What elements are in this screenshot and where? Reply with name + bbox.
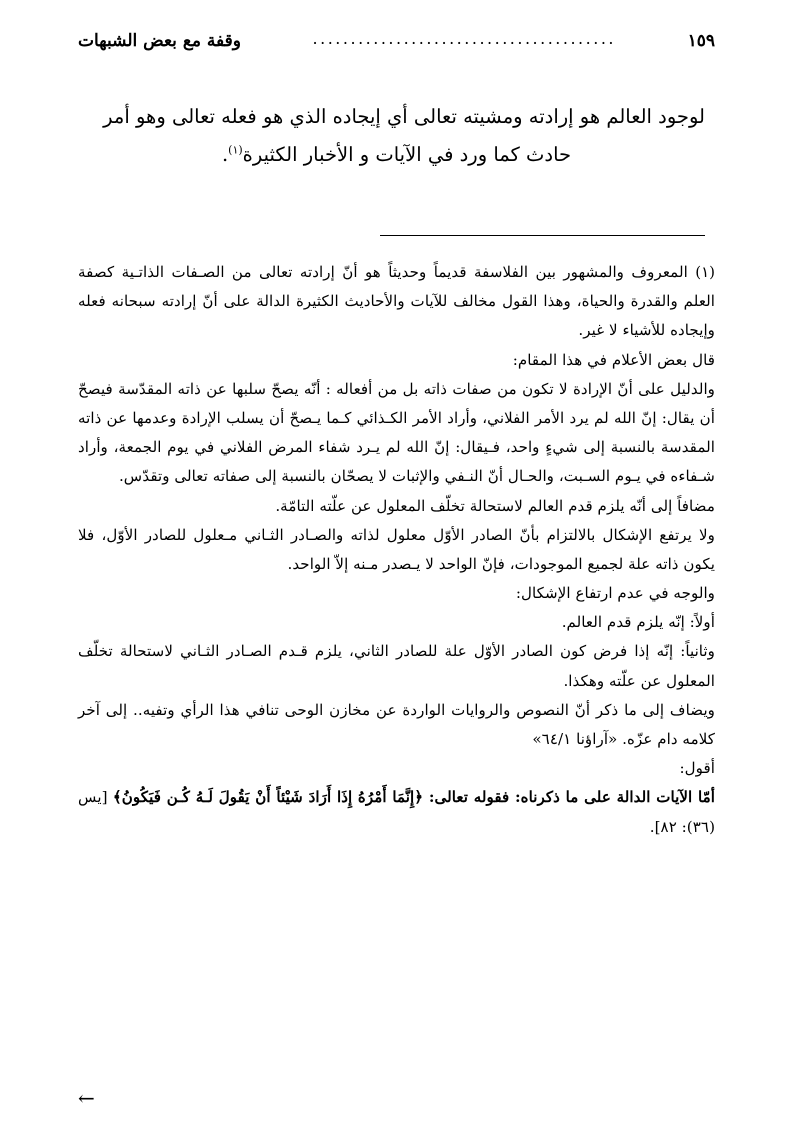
- page-header: [78, 26, 715, 56]
- footnote-paragraph-6: والوجه في عدم ارتفاع الإشكال:: [515, 584, 715, 603]
- footnote-paragraph-4: مضافاً إلى أنّه يلزم قدم العالم لاستحالة تخلّف المعلول عن علّته التامّة.: [275, 496, 715, 515]
- footnote-paragraph-1-text: المعروف والمشهور بين الفلاسفة قديماً وحديثاً هو أنّ إرادته تعالى من الصـفات الذاتـية كصفة العلم والقدرة والحياة، وهذا القول مخالف للآيات والأحاديث الكثيرة الدالة على أنّ إرادته سبحانه فعله وإيجاده للأشياء لا غير.: [78, 263, 715, 340]
- footnote-paragraph-7: أولاً: إنّه يلزم قدم العالم.: [561, 613, 715, 632]
- footnote-paragraph-9: ويضاف إلى ما ذكر أنّ النصوص والروايات الواردة عن مخازن الوحى تنافي هذا الرأي وتفيه.. إلى آخر كلامه دام عزّه. «آراؤنا ٦٤/١»: [78, 700, 715, 748]
- footnote-paragraph-3: والدليل على أنّ الإرادة لا تكون من صفات ذاته بل من أفعاله : أنّه يصحّ سلبها عن ذاته المقدّسة فيصحّ أن يقال: إنّ الله لم يرد الأمر الفلاني، وأراد الأمر الكـذائي كـما يـصحّ أن يسلب الإرادة وعدمها عن ذاته المقدسة بالنسبة إلى شيءٍ واحد، فـيقال: إنّ الله لم يـرد شفاء المرض الفلاني في يوم الجمعة، وأراد شـفاءه في يـوم السـبت، والحـال أنّ النـفي والإثبات لا يصحّان بالنسبة إلى صفاته تعالى وتقدّس.: [78, 379, 715, 486]
- footnote-separator-rule: [380, 235, 705, 236]
- header-title: وقفة مع بعض الشبهات: [78, 31, 241, 51]
- main-line-1: لوجود العالم هو إرادته ومشيته تعالى أي إيجاده الذي هو فعله تعالى وهو أمر: [103, 105, 705, 128]
- main-line-2-text: حادث كما ورد في الآيات و الأخبار الكثيرة: [242, 143, 572, 167]
- footnote-reference-marker: (١): [228, 143, 243, 157]
- footnote-paragraph-1: [78, 258, 715, 346]
- footnote-block: [78, 258, 715, 842]
- main-line-2-end: .: [221, 143, 229, 167]
- footnote-number: (١): [695, 263, 716, 281]
- quran-citation: [يس (٣٦): ٨٢].: [78, 788, 715, 836]
- footnote-paragraph-2: قال بعض الأعلام في هذا المقام:: [512, 350, 715, 369]
- back-arrow-icon[interactable]: ←: [78, 1086, 95, 1110]
- footnote-paragraph-5: ولا يرتفع الإشكال بالالتزام بأنّ الصادر الأوّل معلول لذاته والصـادر الثـاني مـعلول للصادر الأوّل، فلا يكون ذاته علة لجميع الموجودات، فإنّ الواحد لا يـصدر مـنه إلاّ الواحد.: [78, 525, 715, 573]
- footnote-paragraph-8: وثانياً: إنّه إذا فرض كون الصادر الأوّل علة للصادر الثاني، يلزم قـدم الصـادر الثـاني لاستحالة تخلّف المعلول عن علّته وهكذا.: [78, 642, 715, 690]
- main-line-2: [88, 136, 705, 174]
- main-body-text: [88, 98, 705, 174]
- page-number: ١٥٩: [687, 31, 715, 51]
- quran-quote: أمّا الآيات الدالة على ما ذكرناه: فقوله تعالى: ﴿إِنَّمَا أَمْرُهُ إِذَا أَرَادَ شَيْئاً أَنْ يَقُولَ لَـهُ كُـن فَيَكُونُ﴾: [112, 788, 715, 807]
- footnote-paragraph-11: [78, 783, 715, 841]
- footnote-paragraph-10: أقول:: [679, 759, 715, 778]
- header-dot-leader: ........................................: [312, 28, 616, 48]
